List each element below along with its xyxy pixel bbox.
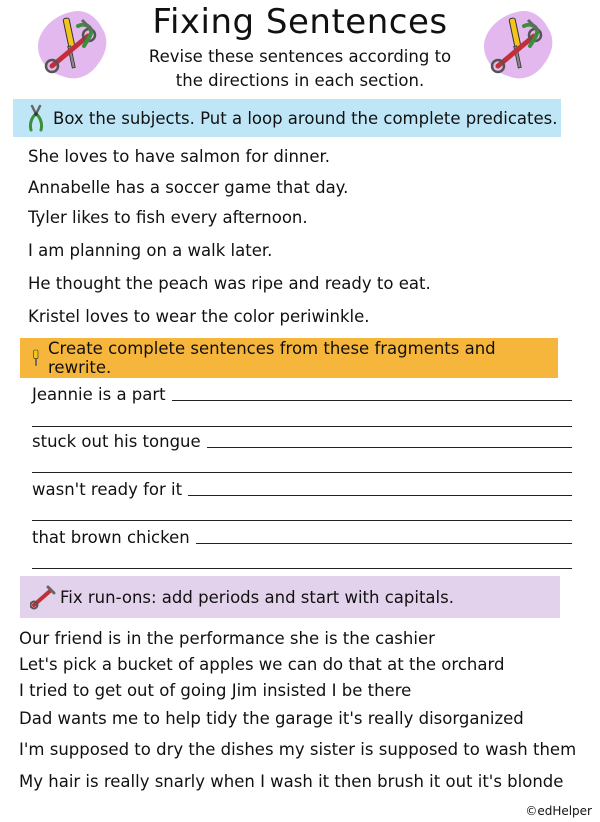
list-item: Our friend is in the performance she is the cashier	[19, 629, 435, 648]
list-item: Dad wants me to help tidy the garage it's really disorganized	[19, 709, 524, 728]
tools-icon	[32, 6, 110, 84]
list-item: My hair is really snarly when I wash it then brush it out it's blonde	[19, 772, 564, 791]
subtitle-line-1: Revise these sentences according to	[148, 47, 452, 66]
tools-icon	[478, 6, 556, 84]
list-item: He thought the peach was ripe and ready to eat.	[28, 274, 431, 293]
pliers-icon	[23, 104, 49, 132]
list-item: Kristel loves to wear the color periwinkle.	[28, 307, 370, 326]
screwdriver-icon	[30, 344, 46, 372]
answer-line[interactable]	[32, 426, 572, 427]
answer-line[interactable]	[188, 495, 572, 496]
wrench-icon	[30, 583, 56, 611]
list-item: I'm supposed to dry the dishes my sister is supposed to wash them	[19, 740, 577, 759]
list-item: Annabelle has a soccer game that day.	[28, 178, 349, 197]
fragment-text: that brown chicken	[32, 528, 190, 547]
subtitle-line-2: the directions in each section.	[175, 71, 425, 90]
fragment-text: wasn't ready for it	[32, 480, 183, 499]
fragment-text: stuck out his tongue	[32, 432, 201, 451]
section-2-banner	[20, 338, 558, 378]
copyright: ©edHelper	[525, 804, 592, 818]
answer-line[interactable]	[172, 400, 572, 401]
section-3-banner	[20, 576, 560, 618]
fragment-row	[32, 480, 572, 499]
list-item: Let's pick a bucket of apples we can do that at the orchard	[19, 655, 505, 674]
page-title: Fixing Sentences	[152, 2, 448, 42]
fragment-text: Jeannie is a part	[32, 385, 166, 404]
answer-line[interactable]	[32, 520, 572, 521]
list-item: Tyler likes to fish every afternoon.	[28, 208, 308, 227]
section-2-instruction: Create complete sentences from these fragments and rewrite.	[48, 339, 496, 377]
answer-line[interactable]	[196, 543, 572, 544]
answer-line[interactable]	[32, 472, 572, 473]
answer-line[interactable]	[207, 447, 572, 448]
list-item: I am planning on a walk later.	[28, 241, 273, 260]
answer-line[interactable]	[32, 568, 572, 569]
section-1-instruction: Box the subjects. Put a loop around the complete predicates.	[53, 108, 558, 128]
section-1-banner	[13, 99, 561, 137]
fragment-row	[32, 432, 572, 451]
section-3-instruction: Fix run-ons: add periods and start with capitals.	[60, 587, 454, 607]
fragment-row	[32, 385, 572, 404]
list-item: I tried to get out of going Jim insisted I be there	[19, 681, 412, 700]
list-item: She loves to have salmon for dinner.	[28, 147, 331, 166]
fragment-row	[32, 528, 572, 547]
